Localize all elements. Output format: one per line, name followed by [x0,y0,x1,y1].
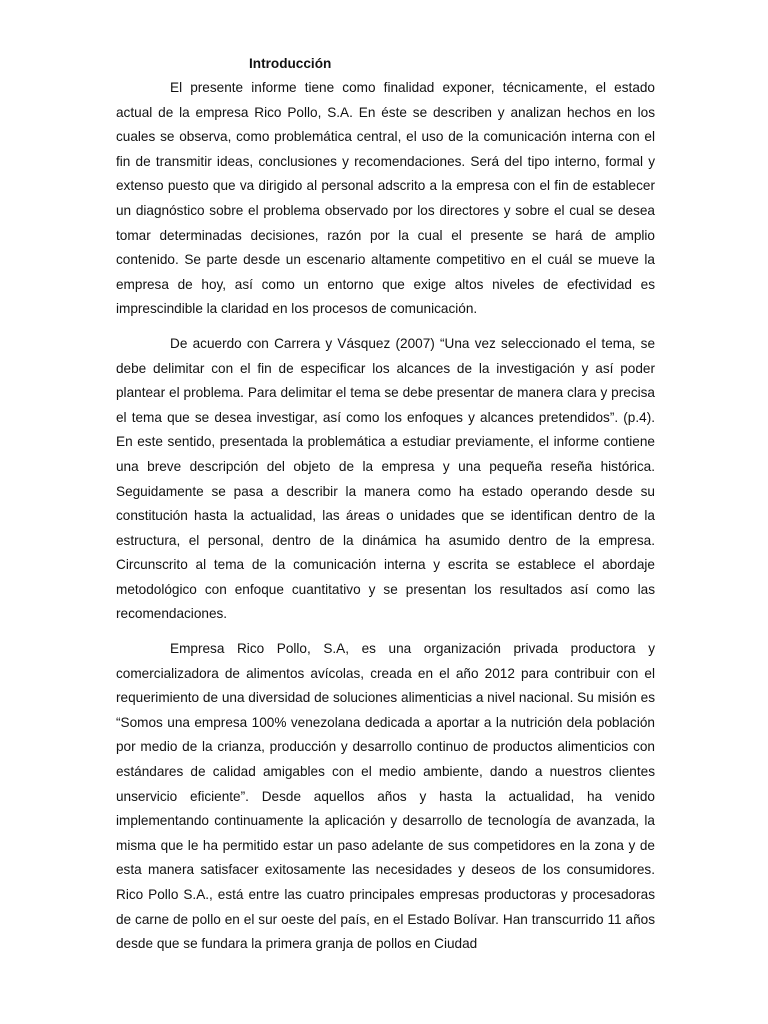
paragraph-methodology: De acuerdo con Carrera y Vásquez (2007) “Una vez seleccionado el tema, se debe delimitar con el fin de especificar los alcances de la investigación y así poder plantear el problema. Para delimitar el tema se debe presentar de manera clara y precisa el tema que se desea investigar, así como los enfoques y alcances pretendidos”. (p.4). En este sentido, presentada la problemática a estudiar previamente, el informe contiene una breve descripción del objeto de la empresa y una pequeña reseña histórica. Seguidamente se pasa a describir la manera como ha estado operando desde su constitución hasta la actualidad, las áreas o unidades que se identifican dentro de la estructura, el personal, dentro de la dinámica ha asumido dentro de la empresa. Circunscrito al tema de la comunicación interna y escrita se establece el abordaje metodológico con enfoque cuantitativo y se presentan los resultados así como las recomendaciones. [116,335,655,622]
paragraph-company: Empresa Rico Pollo, S.A, es una organización privada productora y comercializadora de alimentos avícolas, creada en el año 2012 para contribuir con el requerimiento de una diversidad de soluciones alimenticias a nivel nacional. Su misión es “Somos una empresa 100% venezolana dedicada a aportar a la nutrición dela población por medio de la crianza, producción y desarrollo continuo de productos alimenticios con estándares de calidad amigables con el medio ambiente, dando a nuestros clientes unservicio eficiente”. Desde aquellos años y hasta la actualidad, ha venido implementando continuamente la aplicación y desarrollo de tecnología de avanzada, la misma que le ha permitido estar un paso adelante de sus competidores en la zona y de esta manera satisfacer exitosamente las necesidades y deseos de los consumidores. Rico Pollo S.A., está entre las cuatro principales empresas productoras y procesadoras de carne de pollo en el sur oeste del país, en el Estado Bolívar. Han transcurrido 11 años desde que se fundara la primera granja de pollos en Ciudad [116,641,655,952]
paragraph-introduction: El presente informe tiene como finalidad exponer, técnicamente, el estado actual de la empresa Rico Pollo, S.A. En éste se describen y analizan hechos en los cuales se observa, como problemática central, el uso de la comunicación interna con el fin de transmitir ideas, conclusiones y recomendaciones. Será del tipo interno, formal y extenso puesto que va dirigido al personal adscrito a la empresa con el fin de establecer un diagnóstico sobre el problema observado por los directores y sobre el cual se desea tomar determinadas decisiones, razón por la cual el presente se hará de amplio contenido. Se parte desde un escenario altamente competitivo en el cuál se mueve la empresa de hoy, así como un entorno que exige altos niveles de efectividad es imprescindible la claridad en los procesos de comunicación. [116,80,655,317]
document-title: Introducción [249,56,332,71]
document-page [116,52,655,967]
